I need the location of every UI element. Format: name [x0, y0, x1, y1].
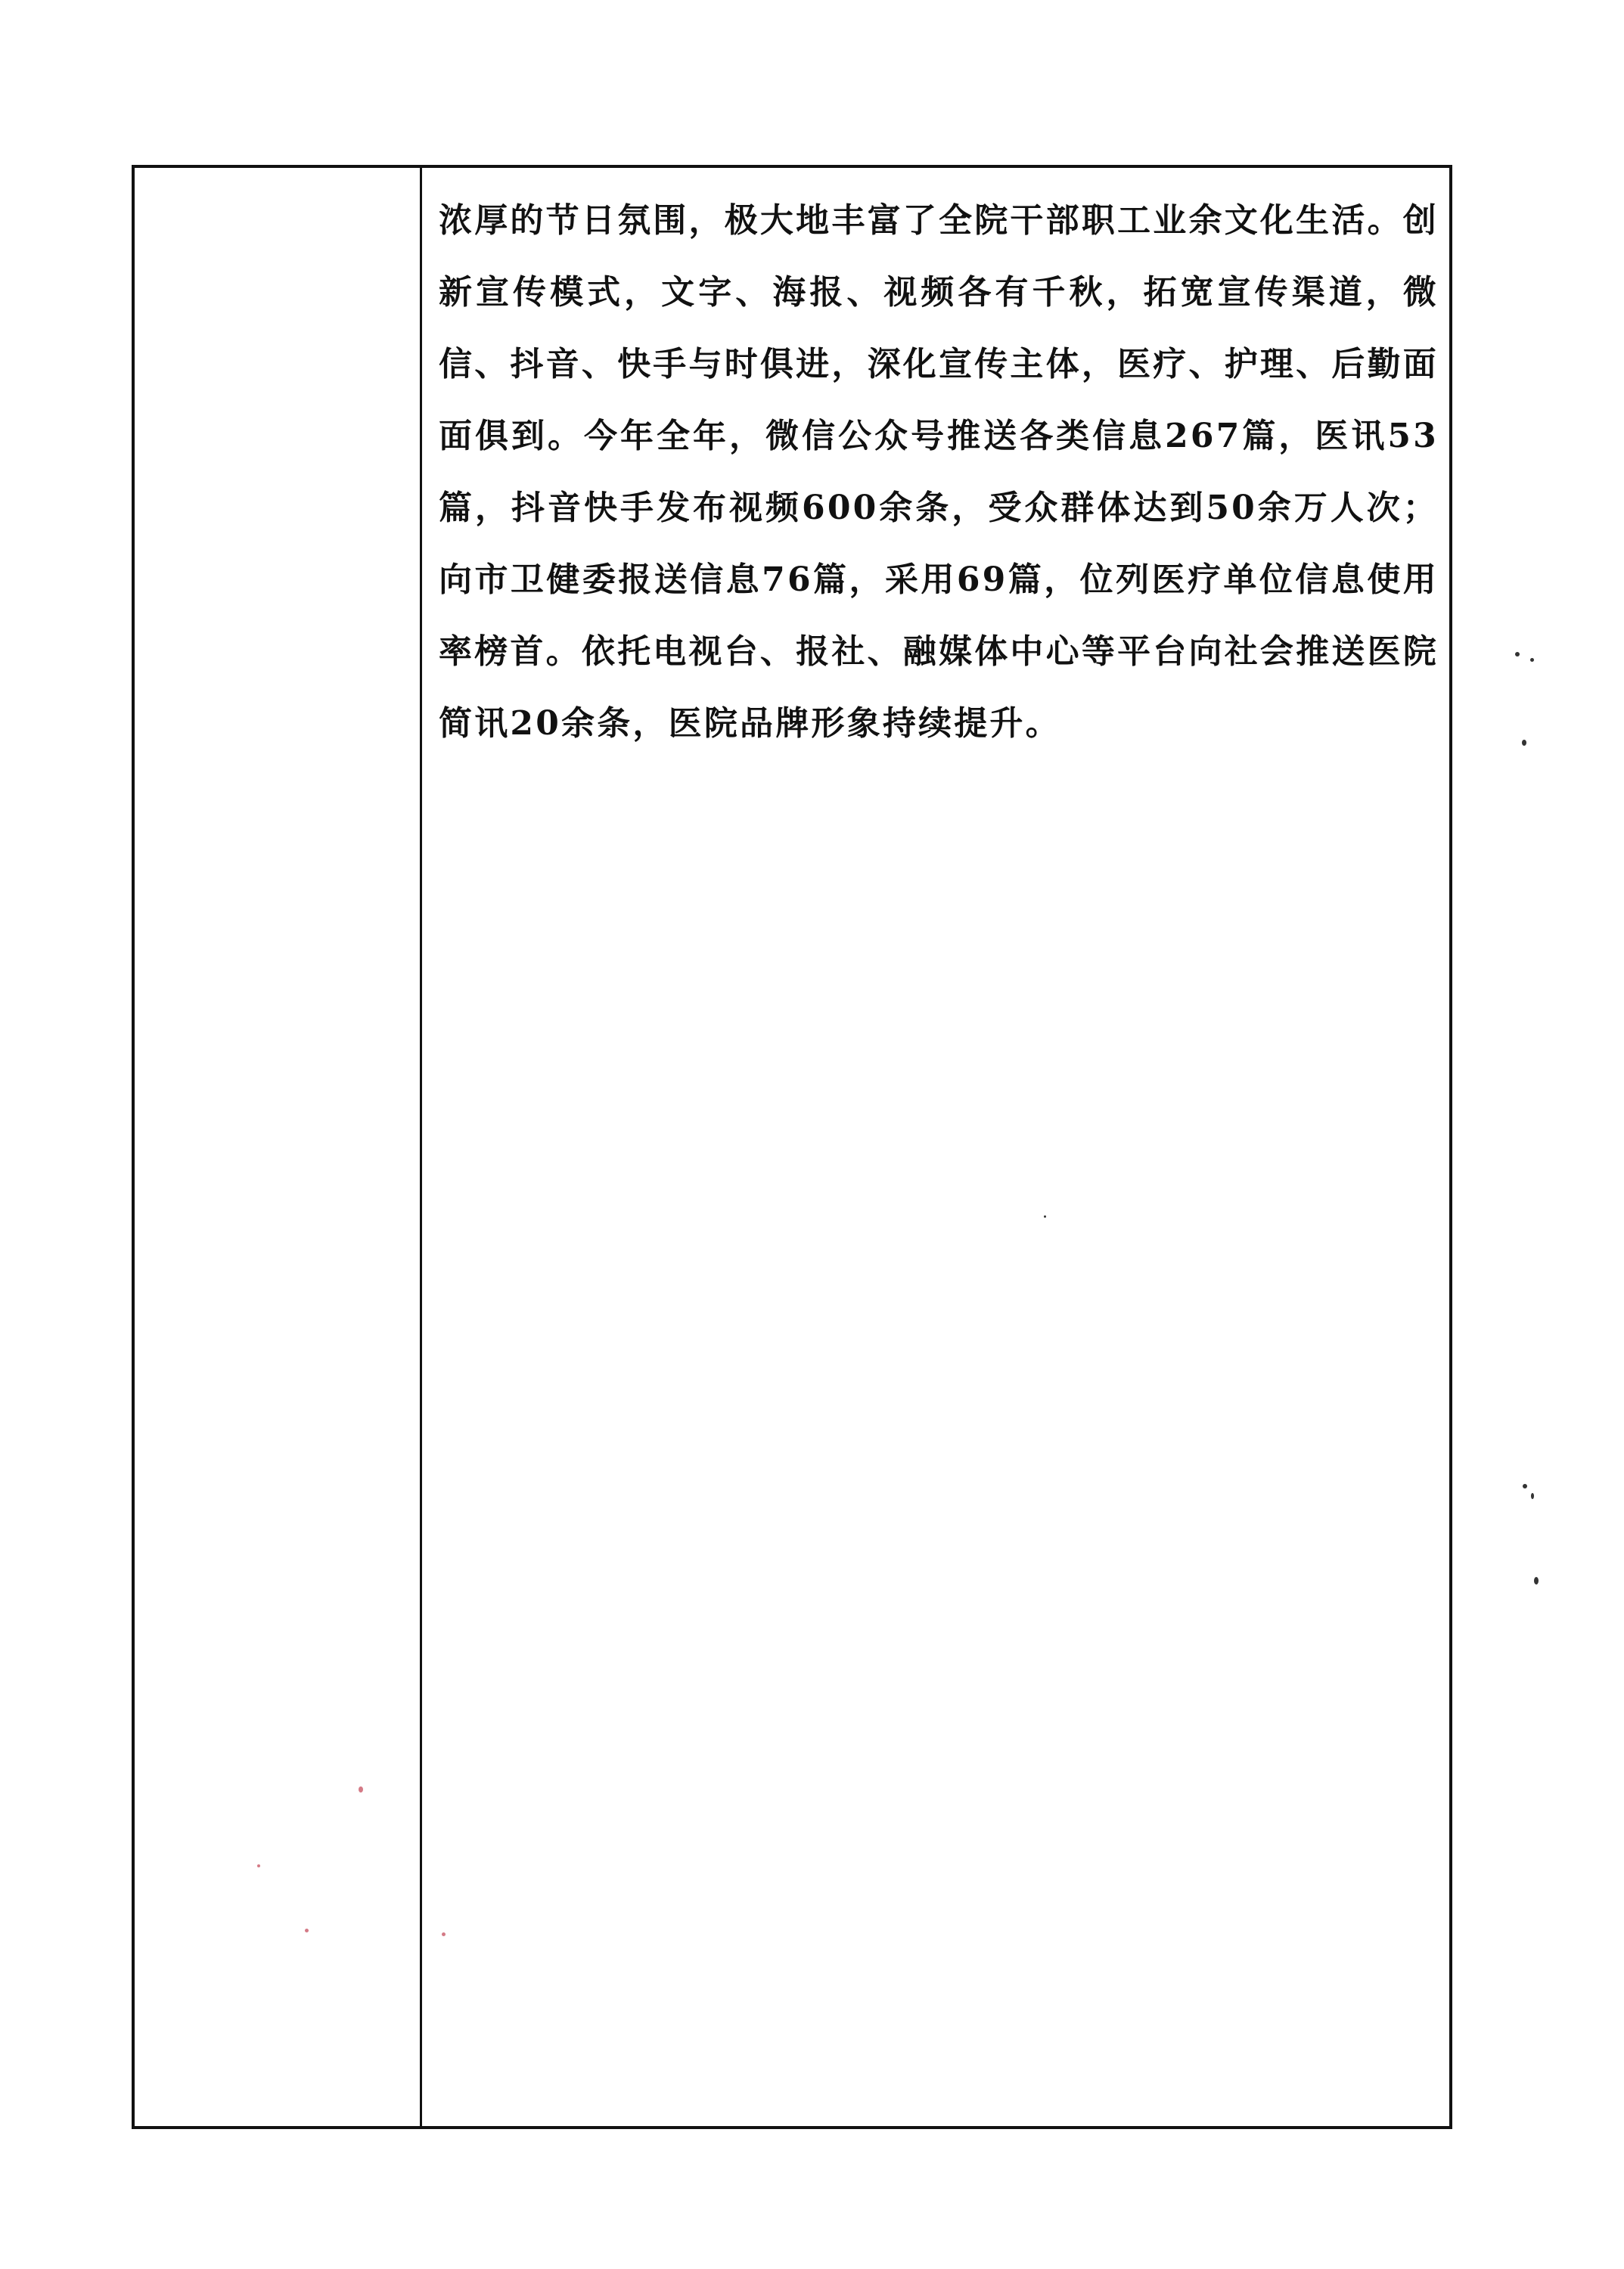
scan-speck — [257, 1864, 260, 1867]
table-label-cell — [135, 168, 422, 2126]
scan-speck — [1534, 1577, 1539, 1585]
content-paragraph: 浓厚的节日氛围，极大地丰富了全院干部职工业余文化生活。创新宣传模式，文字、海报、视频各有千秋，拓宽宣传渠道，微信、抖音、快手与时俱进，深化宣传主体，医疗、护理、后勤面面俱到。今年全年，微信公众号推送各类信息267篇，医讯53篇，抖音快手发布视频600余条，受众群体达到50余万人次；向市卫健委报送信息76篇，采用69篇，位列医疗单位信息使用率榜首。依托电视台、报社、融媒体中心等平台向社会推送医院简讯20余条，医院品牌形象持续提升。 — [439, 201, 1439, 743]
scan-speck — [442, 1932, 446, 1936]
scan-speck — [1044, 1215, 1046, 1218]
scan-speck — [305, 1929, 309, 1932]
scan-speck — [1515, 652, 1520, 656]
form-table — [132, 165, 1452, 2129]
scan-speck — [1522, 740, 1526, 746]
scan-speck — [359, 1786, 363, 1793]
scan-speck — [1523, 1484, 1527, 1488]
scan-speck — [1531, 1493, 1534, 1499]
table-content-cell — [422, 168, 1449, 2126]
scan-speck — [1530, 658, 1534, 662]
